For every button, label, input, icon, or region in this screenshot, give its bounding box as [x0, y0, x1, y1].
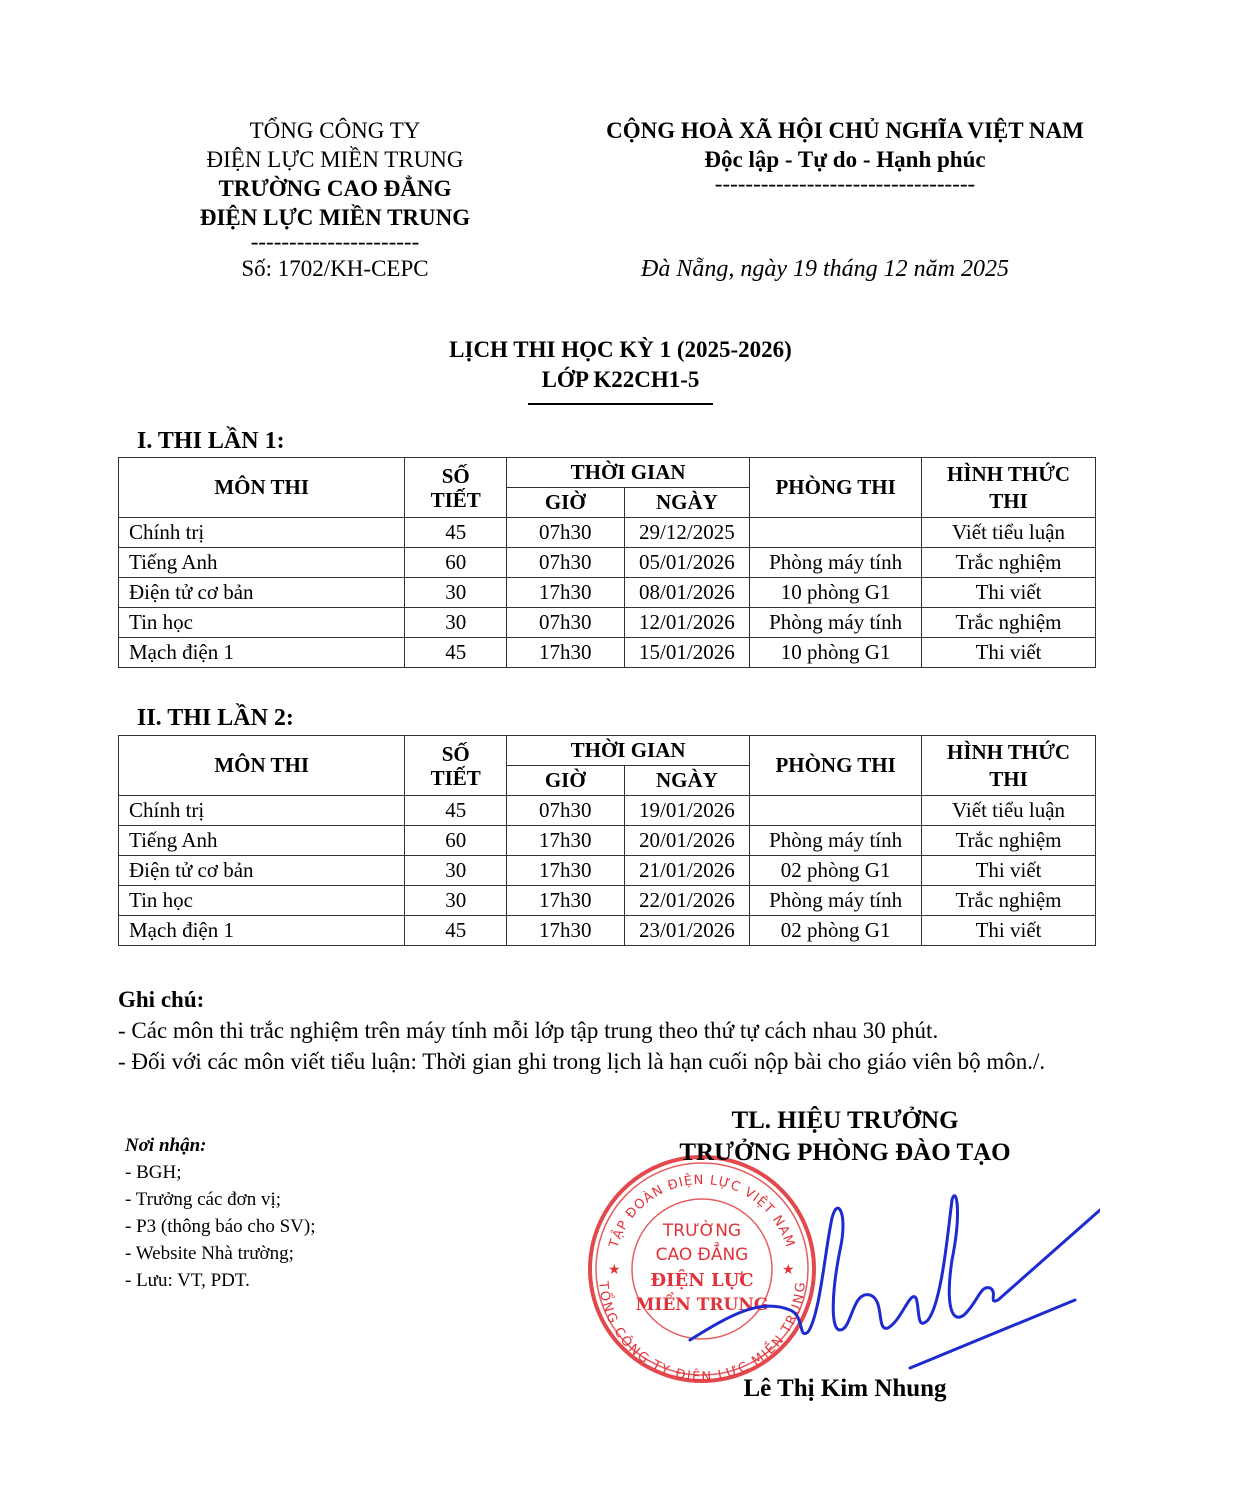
col-room: PHÒNG THI — [750, 458, 922, 518]
exam-table-round-2 — [118, 735, 1096, 946]
cell-room: Phòng máy tính — [750, 826, 922, 856]
col-periods: SỐ TIẾT — [405, 458, 507, 518]
cell-format: Viết tiểu luận — [922, 796, 1096, 826]
cell-room: 10 phòng G1 — [750, 578, 922, 608]
cell-hour: 17h30 — [506, 916, 624, 946]
cell-hour: 07h30 — [506, 518, 624, 548]
table-row — [119, 638, 1096, 668]
svg-text:CAO ĐẲNG: CAO ĐẲNG — [655, 1245, 749, 1265]
issuer-separator: ---------------------- — [250, 229, 420, 254]
cell-format: Thi viết — [922, 578, 1096, 608]
col-subject: MÔN THI — [119, 736, 405, 796]
cell-room: 02 phòng G1 — [750, 856, 922, 886]
cell-date: 21/01/2026 — [624, 856, 750, 886]
cell-subject: Chính trị — [119, 518, 405, 548]
svg-text:TẬP ĐOÀN ĐIỆN LỰC VIỆT NAM: TẬP ĐOÀN ĐIỆN LỰC VIỆT NAM — [606, 1172, 798, 1250]
col-time: THỜI GIAN — [506, 736, 749, 766]
cell-hour: 07h30 — [506, 608, 624, 638]
cell-format: Thi viết — [922, 916, 1096, 946]
cell-subject: Tin học — [119, 608, 405, 638]
col-subject: MÔN THI — [119, 458, 405, 518]
col-date: NGÀY — [624, 766, 750, 796]
note-item: - Các môn thi trắc nghiệm trên máy tính mỗi lớp tập trung theo thứ tự cách nhau 30 phút. — [118, 1018, 939, 1043]
table-row — [119, 826, 1096, 856]
col-date: NGÀY — [624, 488, 750, 518]
col-hour: GIỜ — [506, 766, 624, 796]
recipients-block — [125, 1132, 316, 1294]
cell-subject: Tiếng Anh — [119, 826, 405, 856]
signer-name: Lê Thị Kim Nhung — [743, 1375, 947, 1402]
cell-periods: 45 — [405, 638, 507, 668]
cell-subject: Tiếng Anh — [119, 548, 405, 578]
svg-text:★: ★ — [782, 1263, 795, 1278]
cell-periods: 60 — [405, 548, 507, 578]
cell-periods: 45 — [405, 796, 507, 826]
signature-title-line1: TL. HIỆU TRƯỞNG — [731, 1107, 959, 1134]
cell-room — [750, 518, 922, 548]
table-row — [119, 916, 1096, 946]
cell-periods: 45 — [405, 518, 507, 548]
col-room: PHÒNG THI — [750, 736, 922, 796]
table-row — [119, 548, 1096, 578]
issuer-school-line2: ĐIỆN LỰC MIỀN TRUNG — [199, 205, 471, 230]
motto-separator: ---------------------------------- — [714, 171, 976, 196]
issuer-parent-line2: ĐIỆN LỰC MIỀN TRUNG — [206, 147, 464, 172]
cell-periods: 30 — [405, 608, 507, 638]
handwritten-signature-icon — [680, 1190, 1100, 1380]
svg-text:MIỀN TRUNG: MIỀN TRUNG — [635, 1295, 769, 1315]
issuer-block — [170, 116, 500, 252]
cell-hour: 17h30 — [506, 886, 624, 916]
cell-subject: Chính trị — [119, 796, 405, 826]
col-format: HÌNH THỨC THI — [922, 736, 1096, 796]
recipient-item: - Lưu: VT, PDT. — [125, 1270, 250, 1291]
cell-room: Phòng máy tính — [750, 548, 922, 578]
cell-format: Thi viết — [922, 856, 1096, 886]
cell-periods: 30 — [405, 856, 507, 886]
signature-title-line2: TRƯỞNG PHÒNG ĐÀO TẠO — [679, 1139, 1011, 1166]
cell-format: Trắc nghiệm — [922, 826, 1096, 856]
svg-text:ĐIỆN LỰC: ĐIỆN LỰC — [650, 1270, 754, 1291]
signature-title-block — [620, 1105, 1070, 1169]
national-title: CỘNG HOÀ XÃ HỘI CHỦ NGHĨA VIỆT NAM — [606, 118, 1084, 143]
cell-subject: Mạch điện 1 — [119, 916, 405, 946]
cell-format: Trắc nghiệm — [922, 548, 1096, 578]
table-row — [119, 886, 1096, 916]
cell-date: 15/01/2026 — [624, 638, 750, 668]
col-periods: SỐ TIẾT — [405, 736, 507, 796]
issuer-parent-line1: TỔNG CÔNG TY — [249, 118, 421, 143]
cell-subject: Mạch điện 1 — [119, 638, 405, 668]
cell-date: 20/01/2026 — [624, 826, 750, 856]
cell-hour: 17h30 — [506, 826, 624, 856]
col-format: HÌNH THỨC THI — [922, 458, 1096, 518]
section-2-heading: II. THI LẦN 2: — [137, 705, 294, 731]
title-underline — [528, 403, 713, 405]
cell-date: 08/01/2026 — [624, 578, 750, 608]
notes-block — [118, 984, 1118, 1077]
cell-date: 23/01/2026 — [624, 916, 750, 946]
note-item: - Đối với các môn viết tiểu luận: Thời gian ghi trong lịch là hạn cuối nộp bài cho giáo viên bộ môn./. — [118, 1049, 1046, 1074]
exam-table-round-1 — [118, 457, 1096, 668]
recipient-item: - Trưởng các đơn vị; — [125, 1189, 281, 1210]
notes-heading: Ghi chú: — [118, 987, 205, 1012]
recipient-item: - P3 (thông báo cho SV); — [125, 1216, 316, 1237]
cell-date: 29/12/2025 — [624, 518, 750, 548]
document-subtitle: LỚP K22CH1-5 — [541, 367, 700, 392]
cell-subject: Tin học — [119, 886, 405, 916]
cell-hour: 07h30 — [506, 796, 624, 826]
document-date: Đà Nẵng, ngày 19 tháng 12 năm 2025 — [641, 256, 1009, 282]
col-hour: GIỜ — [506, 488, 624, 518]
national-motto-block — [570, 116, 1120, 194]
cell-date: 19/01/2026 — [624, 796, 750, 826]
cell-room — [750, 796, 922, 826]
cell-subject: Điện tử cơ bản — [119, 856, 405, 886]
recipients-heading: Nơi nhận: — [125, 1135, 207, 1156]
cell-format: Viết tiểu luận — [922, 518, 1096, 548]
table-row — [119, 796, 1096, 826]
svg-text:TỔNG CÔNG TY ĐIỆN LỰC MIỀN TRU: TỔNG CÔNG TY ĐIỆN LỰC MIỀN TRUNG — [595, 1280, 809, 1385]
cell-format: Trắc nghiệm — [922, 608, 1096, 638]
cell-periods: 30 — [405, 886, 507, 916]
recipient-item: - BGH; — [125, 1162, 182, 1183]
cell-subject: Điện tử cơ bản — [119, 578, 405, 608]
section-1-heading: I. THI LẦN 1: — [137, 428, 285, 454]
cell-date: 05/01/2026 — [624, 548, 750, 578]
cell-periods: 30 — [405, 578, 507, 608]
table-row — [119, 518, 1096, 548]
national-motto: Độc lập - Tự do - Hạnh phúc — [704, 147, 986, 172]
cell-periods: 60 — [405, 826, 507, 856]
cell-room: Phòng máy tính — [750, 886, 922, 916]
cell-date: 22/01/2026 — [624, 886, 750, 916]
document-number: Số: 1702/KH-CEPC — [241, 256, 429, 281]
cell-format: Trắc nghiệm — [922, 886, 1096, 916]
svg-text:★: ★ — [608, 1263, 621, 1278]
cell-format: Thi viết — [922, 638, 1096, 668]
cell-hour: 07h30 — [506, 548, 624, 578]
cell-date: 12/01/2026 — [624, 608, 750, 638]
table-row — [119, 856, 1096, 886]
issuer-school-line1: TRƯỜNG CAO ĐẲNG — [218, 176, 452, 201]
cell-hour: 17h30 — [506, 578, 624, 608]
document-title: LỊCH THI HỌC KỲ 1 (2025-2026) — [449, 337, 792, 362]
cell-periods: 45 — [405, 916, 507, 946]
recipient-item: - Website Nhà trường; — [125, 1243, 294, 1264]
table-row — [119, 608, 1096, 638]
svg-text:TRƯỜNG: TRƯỜNG — [662, 1221, 742, 1241]
cell-room: Phòng máy tính — [750, 608, 922, 638]
cell-hour: 17h30 — [506, 856, 624, 886]
cell-room: 10 phòng G1 — [750, 638, 922, 668]
col-time: THỜI GIAN — [506, 458, 749, 488]
cell-room: 02 phòng G1 — [750, 916, 922, 946]
cell-hour: 17h30 — [506, 638, 624, 668]
table-row — [119, 578, 1096, 608]
